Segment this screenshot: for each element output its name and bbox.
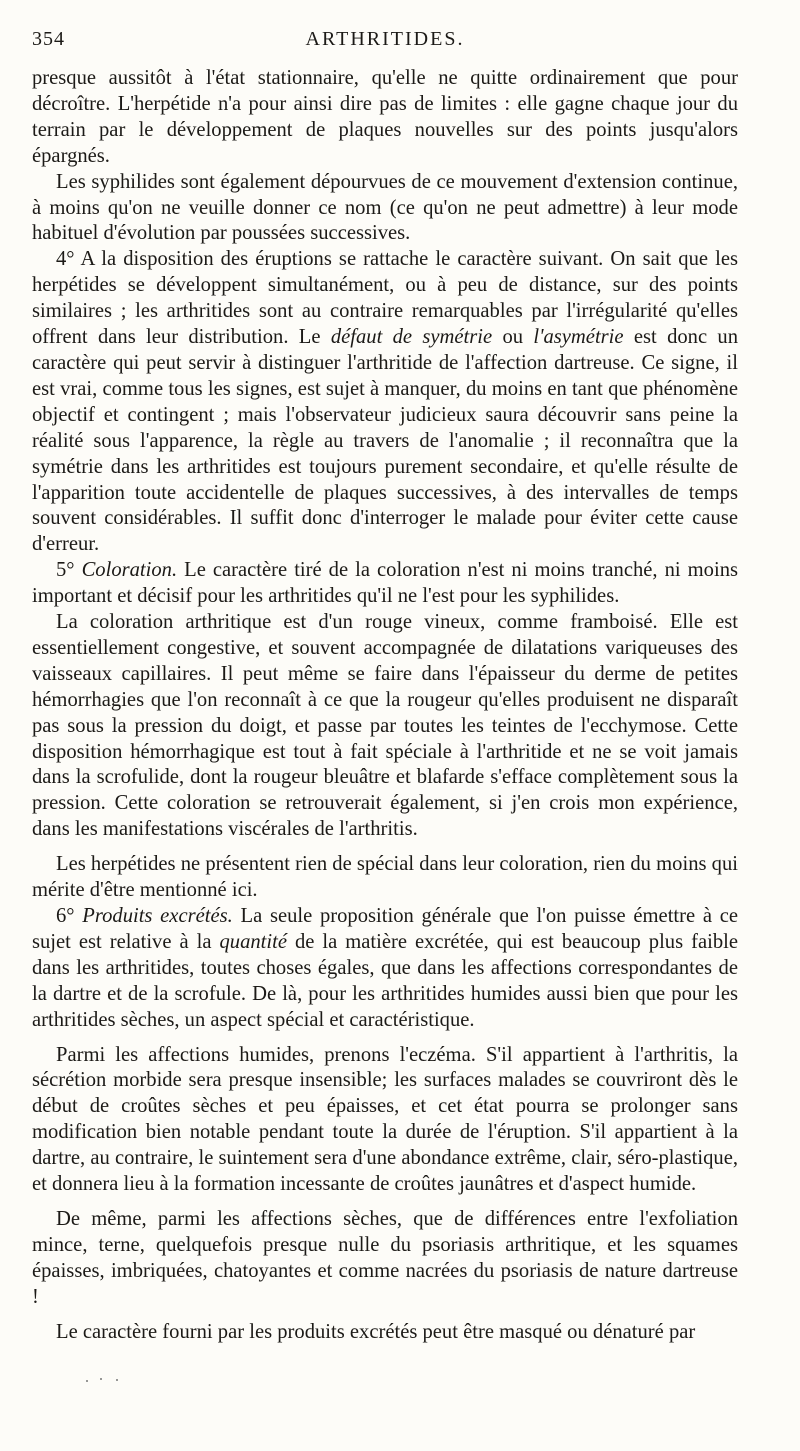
speck (86, 1380, 88, 1382)
text-run: ou (492, 326, 534, 349)
italic-term: l'asymétrie (533, 326, 624, 349)
paragraph (32, 558, 738, 610)
body-text (32, 66, 738, 1346)
section-heading: Produits excrétés. (82, 905, 233, 927)
speck (116, 1379, 118, 1381)
text-run: est donc un caractère qui peut servir à distinguer l'arthritide de l'affection dartreuse. Ce signe, il est vrai, comme tous les signes, est sujet à manquer, du moins en tant que phénomène objectif et contingent ; mais l'observateur judicieux saura découvrir sans peine la réalité sous l'apparence, la règle au travers de l'anomalie ; il reconnaîtra que la symétrie dans les arthritides est toujours purement secondaire, et qu'elle résulte de l'apparition toute accidentelle de plaques successives, à des intervalles de temps souvent considérables. Il suffit donc d'interroger le malade pour éviter cette cause d'erreur. (32, 326, 739, 556)
paragraph: Le caractère fourni par les produits excrétés peut être masqué ou dénaturé par (56, 1320, 696, 1343)
text-run: 5° (56, 559, 82, 582)
paragraph (32, 904, 738, 1034)
paragraph: De même, parmi les affections sèches, que de différences entre l'exfoliation mince, terne, quelquefois presque nulle du psoriasis arthritique, et les squames épaisses, imbriquées, chatoyantes et comme nacrées du psoriasis de nature dartreuse ! (32, 1207, 738, 1308)
section-heading: Coloration. (81, 559, 178, 582)
italic-term: quantité (219, 930, 287, 953)
text-run: de la matière excrétée, qui est beaucoup plus faible dans les arthritides, toutes choses égales, que dans les affections correspondantes de la dartre et de la scrofule. De là, pour les arthritides humides aussi bien que pour les arthritides sèches, un aspect spécial et caractéristique. (32, 930, 738, 1031)
page-header (32, 28, 738, 54)
speck (100, 1378, 102, 1380)
paragraph: Les syphilides sont également dépourvues de ce mouvement d'extension continue, à moins qu'on ne veuille donner ce nom (ce qu'on ne peut admettre) à leur mode habituel d'évolution par poussées successives. (32, 170, 738, 245)
page-number: 354 (32, 28, 65, 50)
paragraph: La coloration arthritique est d'un rouge vineux, comme framboisé. Elle est essentiellement congestive, et souvent accompagnée de dilatations variqueuses des vaisseaux capillaires. Il peut même se faire dans l'épaisseur du derme de petites hémorrhagies que l'on reconnaît à ce que la rougeur qu'elles produisent ne disparaît pas sous la pression du doigt, et passe par toutes les teintes de l'ecchymose. Cette disposition hémorrhagique est tout à fait spéciale à l'arthritide et ne se voit jamais dans la scrofulide, dont la rougeur bleuâtre et blafarde s'efface complètement sous la pression. Cette coloration se retrouverait également, si j'en crois mon expérience, dans les manifestations viscérales de l'arthritis. (32, 611, 738, 841)
print-specks (86, 1378, 126, 1384)
text-run: La seule proposition générale que l'on puisse émettre à ce sujet est relative à la (32, 905, 739, 953)
paragraph: presque aussitôt à l'état stationnaire, qu'elle ne quitte ordinairement que pour décroître. L'herpétide n'a pour ainsi dire pas de limites : elle gagne chaque jour du terrain par le développement de plaques nouvelles sur des points jusqu'alors épargnés. (32, 67, 738, 167)
paragraph: Les herpétides ne présentent rien de spécial dans leur coloration, rien du moins qui mérite d'être mentionné ici. (32, 853, 738, 902)
text-run: Le caractère tiré de la coloration n'est ni moins tranché, ni moins important et décisif pour les arthritides qu'il ne l'est pour les syphilides. (32, 559, 738, 608)
paragraph: Parmi les affections humides, prenons l'eczéma. S'il appartient à l'arthritis, la sécrétion morbide sera presque insensible; les surfaces malades se couvriront dès le début de croûtes sèches et peu épaisses, et cet état pourra se prolonger sans modification bien notable pendant toute la durée de l'éruption. S'il appartient à la dartre, au contraire, le suintement sera d'une abondance extrême, clair, séro-plastique, et donnera lieu à la formation incessante de croûtes jaunâtres et d'aspect humide. (32, 1043, 738, 1196)
text-run: 6° (56, 905, 83, 927)
paragraph (32, 247, 738, 558)
italic-term: défaut de symétrie (330, 326, 493, 349)
running-title: ARTHRITIDES. (305, 28, 465, 50)
text-run: 4° A la disposition des éruptions se rattache le caractère suivant. On sait que les herpétides se développent simultanément, ou à peu de distance, sur des points similaires ; les arthritides sont au contraire remarquables par l'irrégularité qu'elles offrent dans leur distribution. Le (32, 248, 738, 349)
